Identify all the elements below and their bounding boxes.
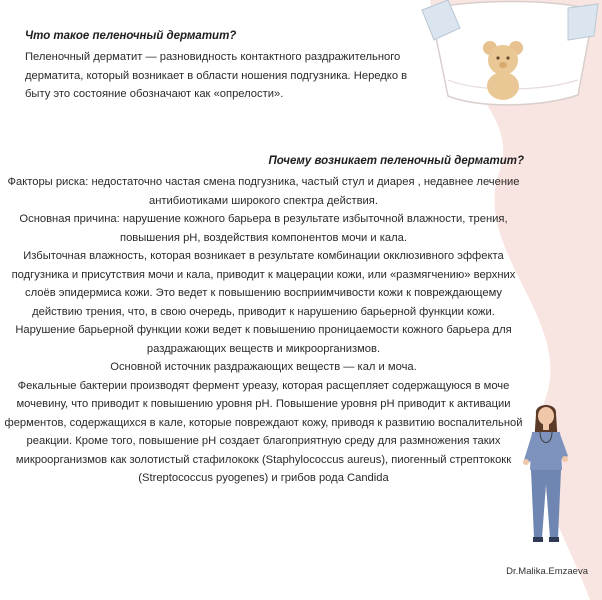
nurse-illustration bbox=[516, 400, 576, 550]
author-signature: Dr.Malika.Emzaeva bbox=[506, 566, 588, 577]
paragraph-bacteria: Фекальные бактерии производят фермент уреазу, которая расщепляет содержащуюся в моче мочевину, что приводит к повышению уровня pH. Повышение уровня pH приводит к активации ферментов, содержащихся в кале, которые повреждают кожу, приводя к развитию воспалительной реакции. Кроме того, повышение pH создает благоприятную среду для размножения таких микроорганизмов как золотистый стафилококк (Staphylococcus aureus), пиогенный стрептококк (Streptococcus pyogenes) и грибов рода Candida bbox=[4, 379, 523, 484]
section2-title: Почему возникает пеленочный дерматит? bbox=[268, 155, 524, 167]
section1-title: Что такое пеленочный дерматит? bbox=[25, 30, 237, 42]
paragraph-risk-factors: Факторы риска: недостаточно частая смена подгузника, частый стул и диарея , недавнее лечение антибиотиками широкого спектра действия. bbox=[7, 176, 520, 207]
paragraph-moisture: Избыточная влажность, которая возникает в результате комбинации окклюзивного эффекта подгузника и присутствия мочи и кала, приводит к мацерации кожи, или «размягчению» верхних слоёв эпидермиса кожи. Это ведет к повышению восприимчивости кожи к повреждающему действию трения, что, в свою очередь, приводит к нарушению барьерной функции кожи. Нарушение барьерной функции кожи ведет к повышению проницаемости кожного барьера для раздражающих веществ и микроорганизмов. bbox=[11, 250, 516, 355]
paragraph-irritant-source: Основной источник раздражающих веществ — кал и моча. bbox=[110, 361, 417, 373]
diaper-illustration bbox=[418, 0, 602, 112]
paragraph-main-cause: Основная причина: нарушение кожного барьера в результате избыточной влажности, трения, повышения pH, воздействия компонентов мочи и кала. bbox=[19, 213, 508, 244]
section1-body: Пеленочный дерматит — разновидность контактного раздражительного дерматита, который возникает в области ношения подгузника. Нередко в быту это состояние обозначают как «опрелости». bbox=[25, 51, 408, 100]
section2-body bbox=[4, 173, 523, 488]
